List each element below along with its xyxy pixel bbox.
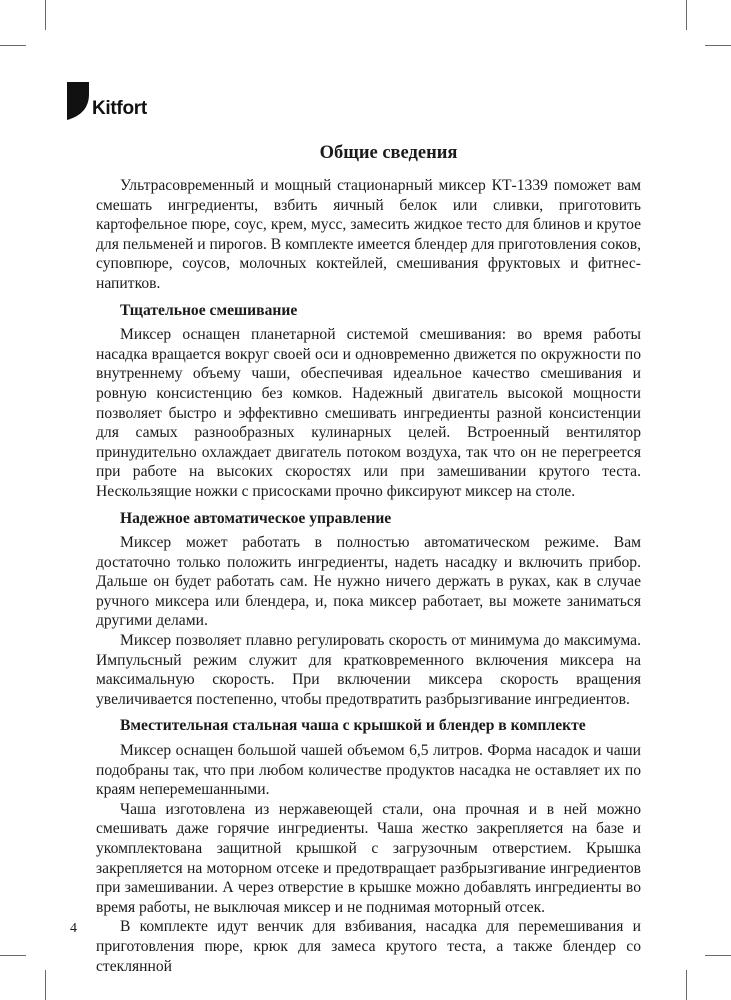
section-title: Тщательное смешивание	[120, 301, 298, 319]
kitfort-mark-icon	[67, 82, 89, 120]
document-body	[96, 141, 641, 976]
crop-mark-left-bottom	[0, 955, 26, 956]
crop-mark-top-right	[686, 0, 687, 30]
crop-mark-right-bottom	[705, 955, 731, 956]
page-title: Общие сведения	[319, 143, 458, 163]
crop-mark-bottom-right	[686, 970, 687, 1000]
crop-mark-top-left	[45, 0, 46, 30]
section-title: Вместительная стальная чаша с крышкой и блендер в комплекте	[120, 717, 586, 735]
crop-mark-left-top	[0, 45, 26, 46]
crop-mark-right-top	[705, 45, 731, 46]
section-paragraph: Миксер оснащен большой чашей объемом 6,5 литров. Форма насадок и чаши подобраны так, что при любом количестве продуктов насадка не оставляет их по краям неперемешанными.	[96, 742, 641, 799]
section-paragraph: В комплекте идут венчик для взбивания, насадка для перемешивания и приготовления пюре, крюк для замеса крутого теста, а также блендер со стеклянной	[96, 918, 641, 975]
brand-name: Kitfort	[92, 98, 147, 119]
section-paragraph: Миксер позволяет плавно регулировать скорость от минимума до максимума. Импульсный режим служит для кратковременного включения миксера на максимальную скорость. При включении миксера скорость вращения увеличивается постепенно, чтобы предотвратить разбрызгивание ингредиентов.	[96, 632, 641, 708]
crop-mark-bottom-left	[45, 970, 46, 1000]
intro-paragraph: Ультрасовременный и мощный стационарный миксер КТ-1339 поможет вам смешать ингредиенты, взбить яичный белок или сливки, приготовить картофельное пюре, соус, крем, мусс, замесить жидкое тесто для блинов и крутое для пельменей и пирогов. В комплекте имеется блендер для приготовления соков, суповпюре, соусов, молочных коктейлей, смешивания фруктовых и фитнес-напитков.	[96, 177, 641, 292]
section-paragraph: Миксер оснащен планетарной системой смешивания: во время работы насадка вращается вокруг своей оси и одновременно движется по окружности по внутреннему объему чаши, обеспечивая идеальное качество смешивания и ровную консистенцию без комков. Надежный двигатель высокой мощности позволяет быстро и эффективно смешивать ингредиенты разной консистенции для самых разнообразных кулинарных целей. Встроенный вентилятор принудительно охлаждает двигатель потоком воздуха, так что он не перегреется при работе на высоких скоростях или при замешивании крутого теста. Нескользящие ножки с присосками прочно фиксируют миксер на столе.	[96, 326, 641, 500]
section-paragraph: Чаша изготовлена из нержавеющей стали, она прочная и в ней можно смешивать даже горячие ингредиенты. Чаша жестко закрепляется на базе и укомплектована защитной крышкой с загрузочным отверстием. Крышка закрепляется на моторном отсеке и предотвращает разбрызгивание ингредиентов при замешивании. А через отверстие в крышке можно добавлять ингредиенты во время работы, не выключая миксер и не поднимая моторный отсек.	[96, 800, 641, 916]
brand-logo	[67, 80, 147, 120]
section-paragraph: Миксер может работать в полностью автоматическом режиме. Вам достаточно только положить ингредиенты, надеть насадку и включить прибор. Дальше он будет работать сам. Не нужно ничего держать в руках, как в случае ручного миксера или блендера, и, пока миксер работает, вы можете заниматься другими делами.	[96, 534, 641, 630]
section-title: Надежное автоматическое управление	[120, 509, 392, 527]
page-number: 4	[70, 921, 77, 936]
